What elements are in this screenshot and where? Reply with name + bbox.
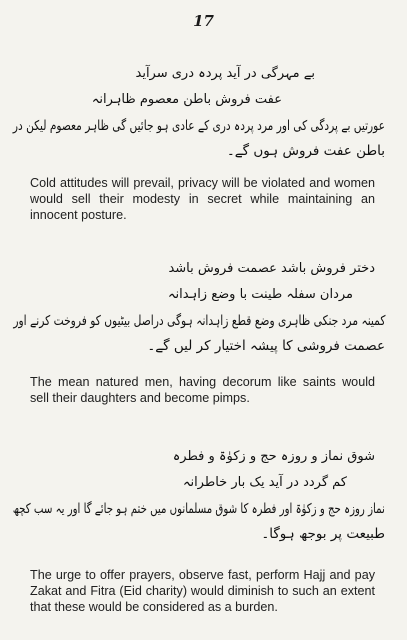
stanza-2-english-translation: The mean natured men, having decorum like saints would sell their daughters and become pimps. xyxy=(30,375,375,405)
stanza-3-verse-line-2: کم گردد در آید یک بار خاطرانہ xyxy=(182,475,347,490)
stanza-2-urdu-translation-line-1: کمینہ مرد جنکی ظاہری وضع قطع زاہدانہ ہوگی دراصل بیٹیوں کو فروخت کرنے اور xyxy=(12,313,385,329)
stanza-3-urdu-translation-line-1: نماز روزہ حج و زکوٰۃ اور فطرہ کا شوق مسلمانوں میں ختم ہو جائے گا اور یہ سب کچھ xyxy=(12,501,385,517)
stanza-3-english-translation: The urge to offer prayers, observe fast, perform Hajj and pay Zakat and Fitra (Eid charity) would diminish to such an extent that these would be considered as a burden. xyxy=(30,568,375,614)
stanza-1-verse-line-2: عفت فروش باطن معصوم ظاہرانہ xyxy=(91,92,282,107)
stanza-2-verse-line-1: دختر فروش باشد عصمت فروش باشد xyxy=(168,261,375,276)
stanza-3-urdu-translation-line-2: طبیعت پر بوجھ ہوگا۔ xyxy=(261,526,385,542)
stanza-1-english-translation: Cold attitudes will prevail, privacy will be violated and women would sell their modesty in secret while maintaining an innocent posture. xyxy=(30,176,375,222)
stanza-1-urdu-translation-line-2: باطن عفت فروش ہوں گے۔ xyxy=(226,143,385,159)
stanza-1-urdu-translation-line-1: عورتیں بے پردگی کی اور مرد پردہ دری کے عادی ہو جائیں گی ظاہر معصوم لیکن در xyxy=(12,118,385,134)
stanza-3-verse-line-1: شوق نماز و روزہ حج و زکوٰۃ و فطرہ xyxy=(172,449,375,464)
stanza-2-verse-line-2: مردان سفلہ طینت با وضع زاہدانہ xyxy=(167,287,353,302)
page-number: 17 xyxy=(193,12,214,30)
stanza-1-verse-line-1: بے مہرگی در آید پردہ دری سرآید xyxy=(135,66,315,81)
stanza-2-urdu-translation-line-2: عصمت فروشی کا پیشہ اختیار کر لیں گے۔ xyxy=(147,338,385,354)
